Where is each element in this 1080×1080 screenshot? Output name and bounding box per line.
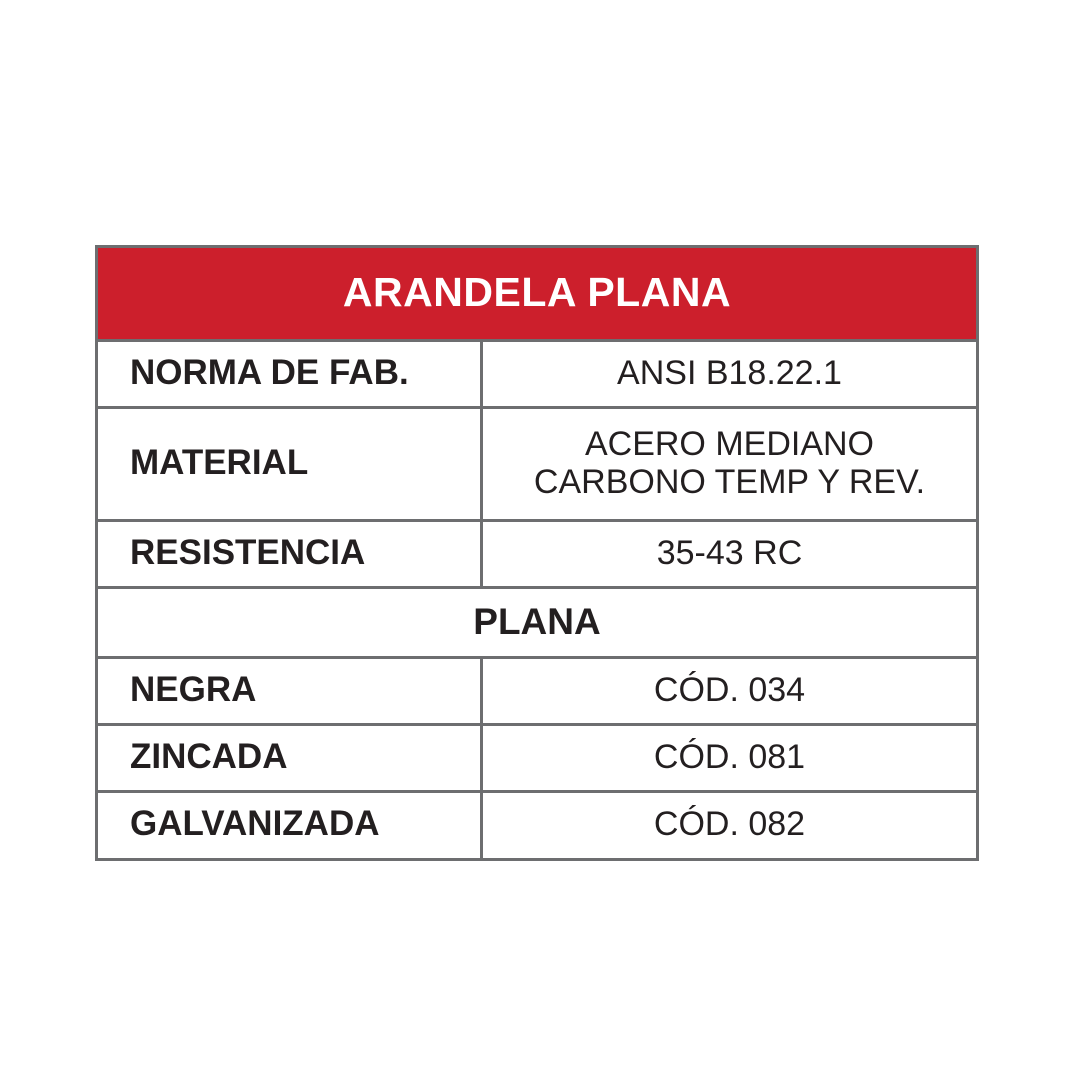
row-label-negra: NEGRA — [98, 659, 483, 723]
specification-table — [95, 245, 979, 861]
row-label-galvanizada: GALVANIZADA — [98, 793, 483, 857]
table-title: ARANDELA PLANA — [98, 248, 976, 339]
table-subheader-row — [98, 586, 976, 656]
row-label-resistencia: RESISTENCIA — [98, 522, 483, 586]
row-value-zincada: CÓD. 081 — [653, 738, 806, 777]
row-value-material: ACERO MEDIANO CARBONO TEMP Y REV. — [533, 425, 926, 502]
table-row — [98, 656, 976, 723]
row-label-zincada: ZINCADA — [98, 726, 483, 790]
table-row — [98, 723, 976, 790]
table-row — [98, 406, 976, 519]
table-row — [98, 519, 976, 586]
subheader-label: PLANA — [473, 601, 601, 643]
row-value-norma: ANSI B18.22.1 — [617, 354, 842, 392]
row-label-material: MATERIAL — [98, 409, 483, 519]
row-value-galvanizada: CÓD. 082 — [653, 805, 806, 844]
row-value-resistencia: 35-43 RC — [656, 534, 803, 573]
table-row — [98, 339, 976, 406]
row-label-norma: NORMA DE FAB. — [98, 342, 483, 406]
table-row — [98, 790, 976, 857]
row-value-negra: CÓD. 034 — [653, 671, 806, 710]
